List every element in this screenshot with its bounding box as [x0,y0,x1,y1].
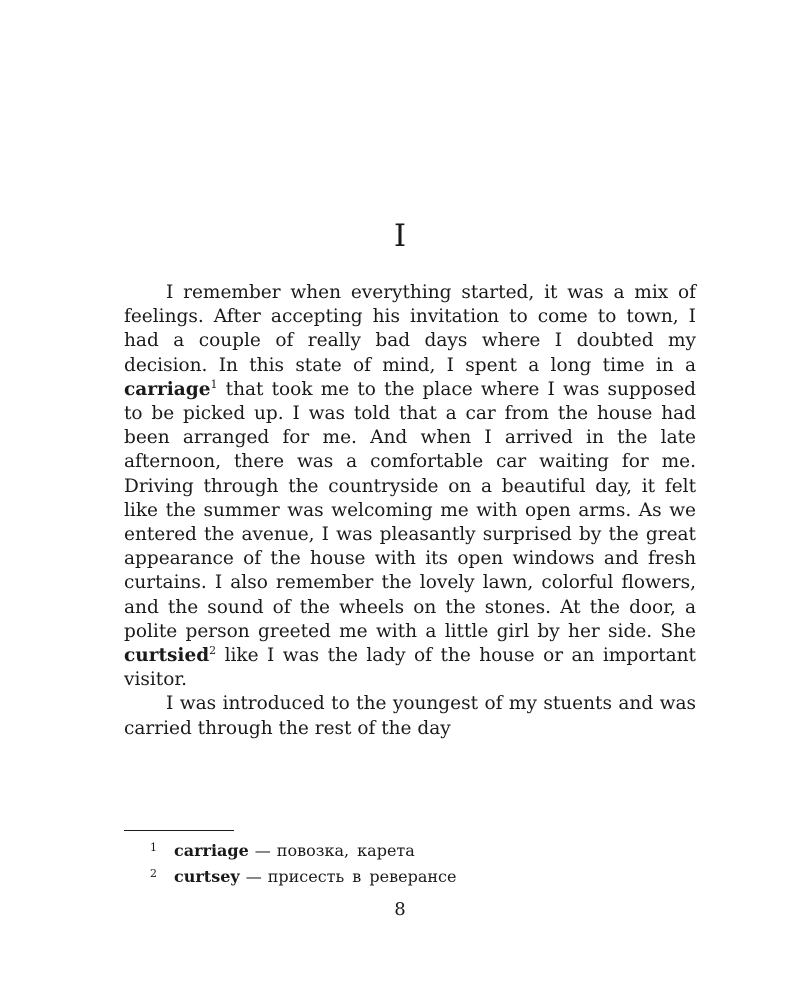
footnote-term: curtsey [174,867,240,886]
paragraph-text: I was introduced to the youngest of my stuents and was carried through the rest of the day [124,693,696,739]
paragraph-text: like I was the lady of the house or an important visitor. [124,645,696,691]
footnote-definition: присесть в реверансе [267,867,457,886]
page-number: 8 [394,899,406,920]
footnote-2: 2 curtsey — присесть в реверансе [150,867,457,886]
footnote-ref-2[interactable]: 2 [209,644,217,658]
footnote-ref-1[interactable]: 1 [210,377,218,391]
chapter-body [124,281,696,741]
footnote-divider [124,830,234,831]
footnote-1: 1 carriage — повозка, карета [150,841,415,860]
footnote-definition: повозка, карета [276,841,415,860]
paragraph-text: that took me to the place where I was supposed to be picked up. I was told that a car from the house had been arranged for me. And when I arrived in the late afternoon, there was a comfortable car waiting for me. Driving through the countryside on a beautiful day, it felt like the summer was welcoming me with open arms. As we entered the avenue, I was pleasantly surprised by the great appearance of the house with its open windows and fresh curtains. I also remember the lovely lawn, colorful flowers, and the sound of the wheels on the stones. At the door, a polite person greeted me with a little girl by her side. She [124,378,696,642]
footnotes [150,838,710,890]
footnote-term: carriage [174,841,249,860]
paragraph [124,281,696,692]
chapter-heading: I [393,218,407,254]
footnote-dash: — [254,841,271,860]
footnote-dash: — [245,867,262,886]
paragraph [124,692,696,740]
glossary-term-curtsied: curtsied [124,645,210,667]
paragraph-text: I remember when everything started, it was a mix of feelings. After accepting his invitation to come to town, I had a couple of really bad days where I doubted my decision. In this state of mind, I spent a long time in a [124,282,696,376]
glossary-term-carriage: carriage [124,378,211,400]
